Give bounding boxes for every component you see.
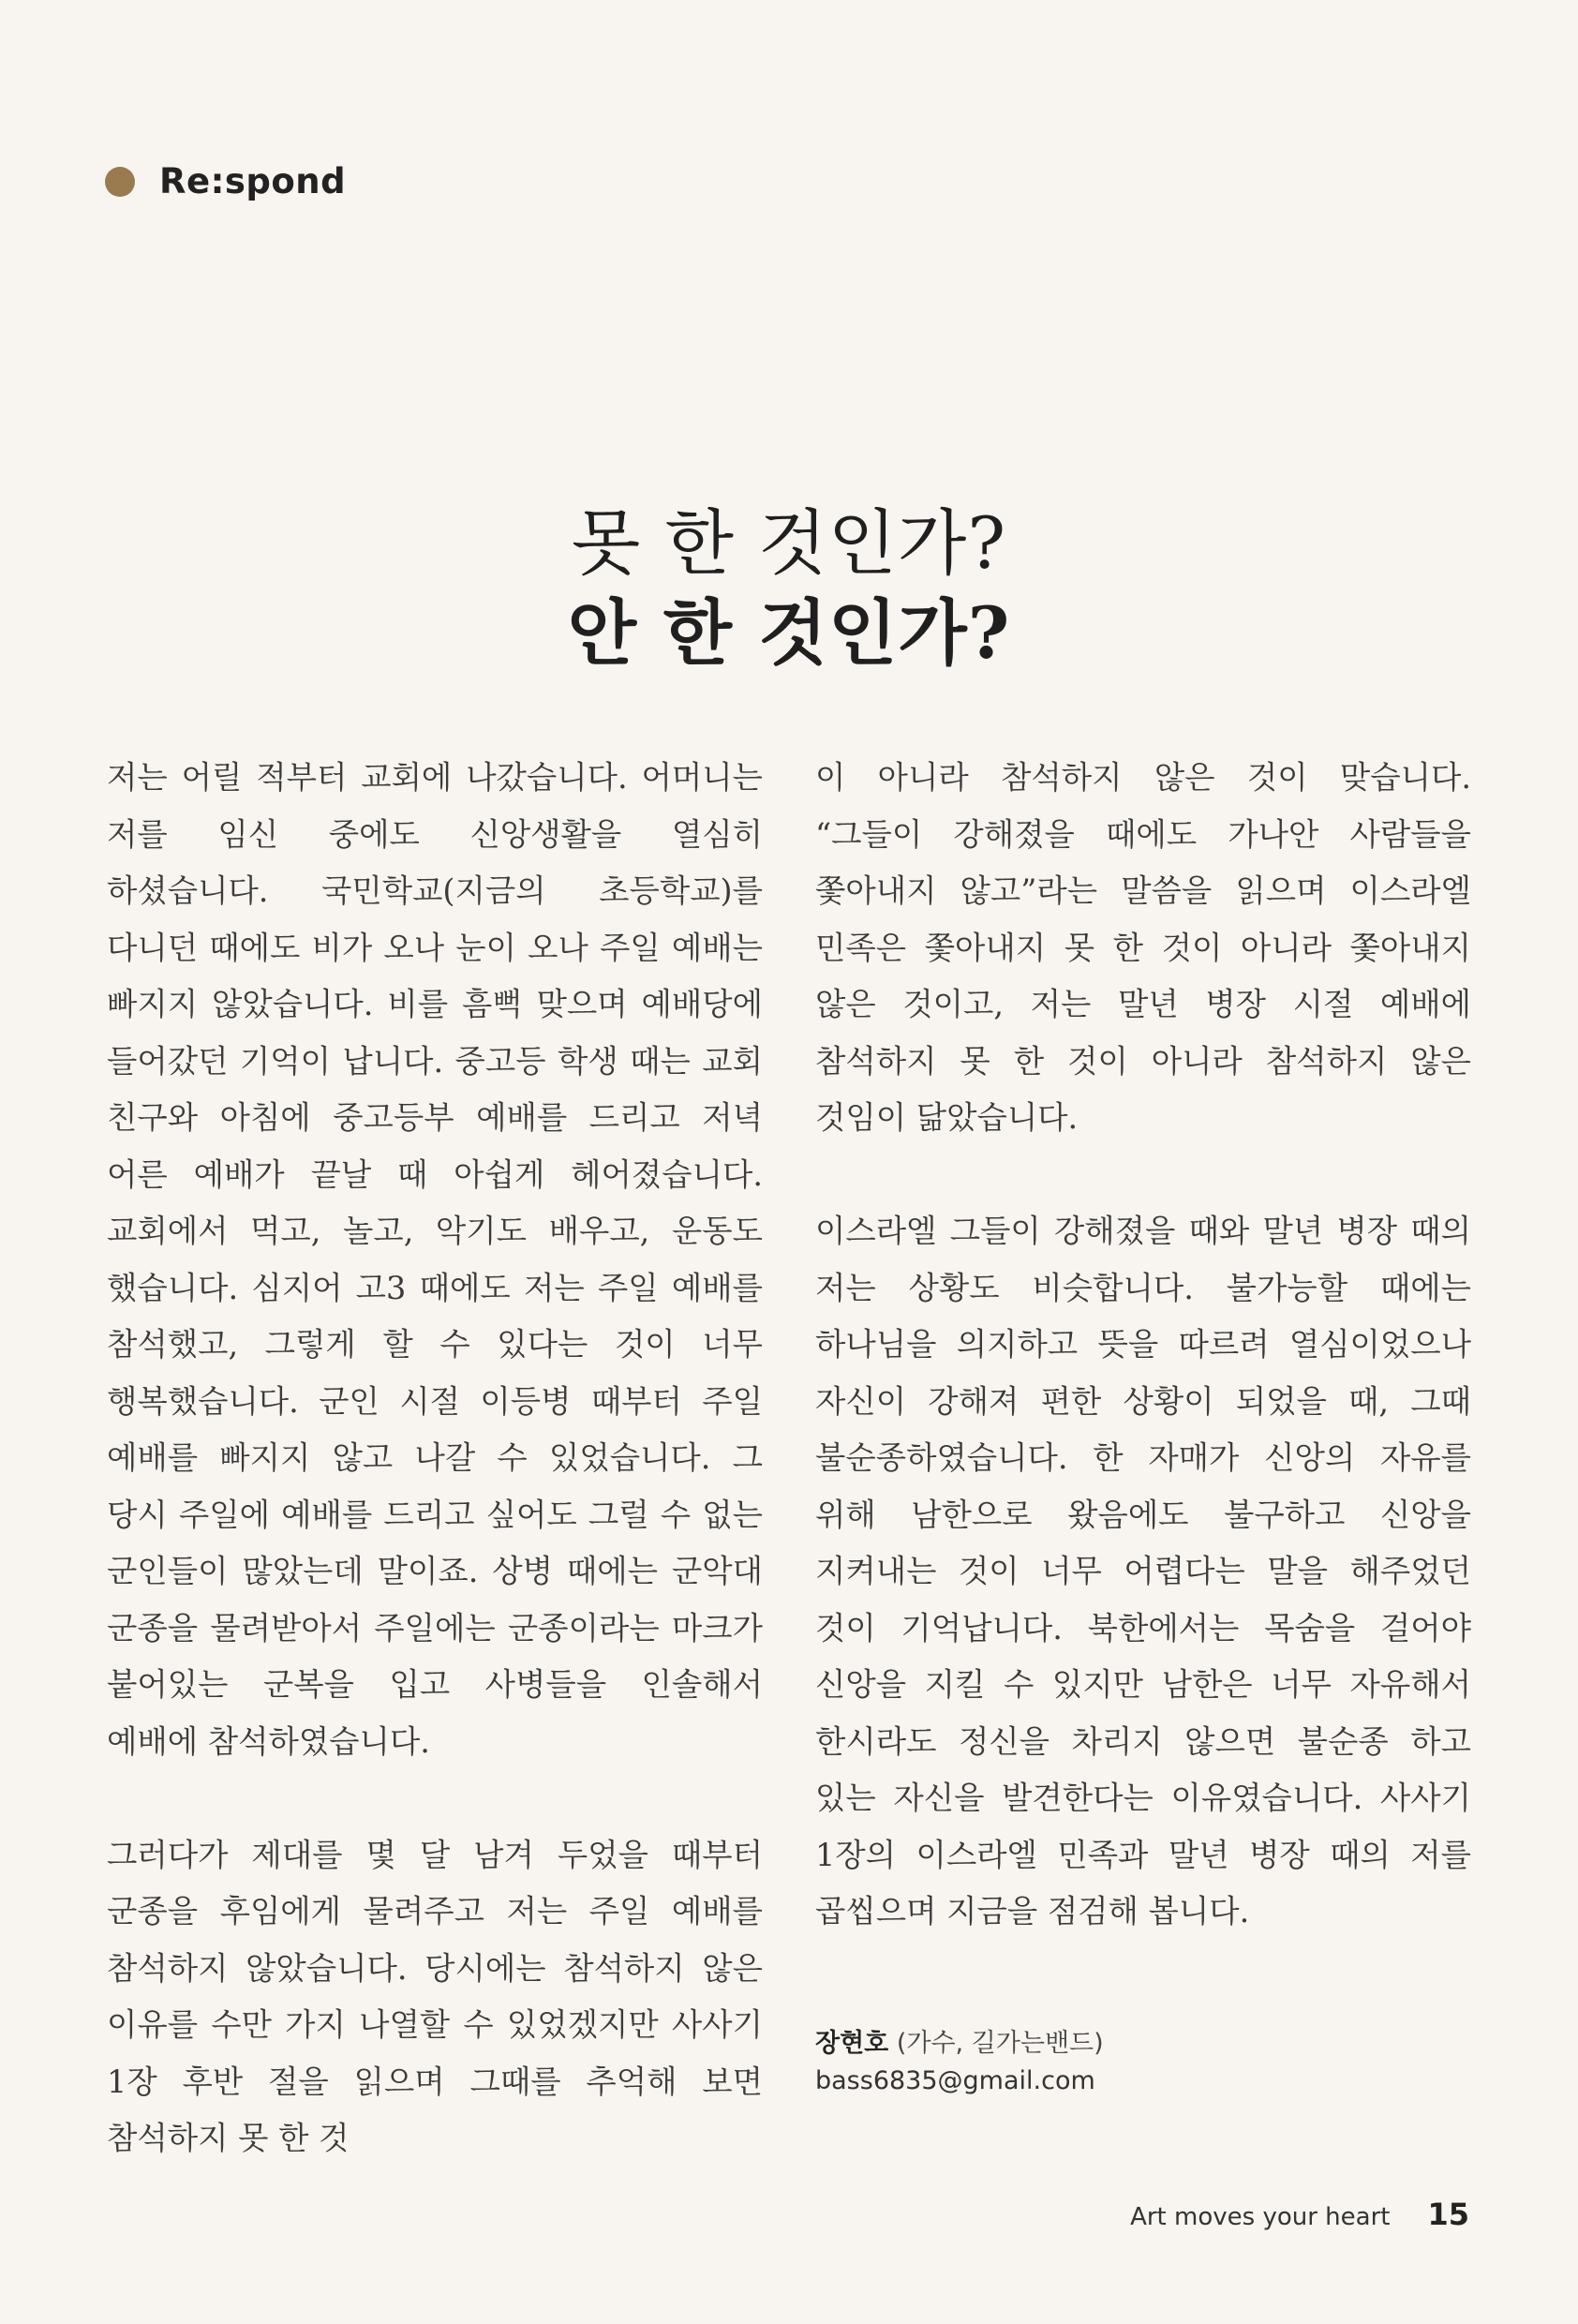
section-tag (105, 161, 346, 201)
page-number: 15 (1427, 2197, 1469, 2232)
author-line (815, 2025, 1471, 2063)
footer-tagline: Art moves your heart (1130, 2203, 1391, 2231)
author-email[interactable]: bass6835@gmail.com (815, 2065, 1095, 2095)
page-footer (1130, 2197, 1469, 2232)
article-title (0, 499, 1578, 678)
body-paragraph: 그러다가 제대를 몇 달 남겨 두었을 때부터 군종을 후임에게 물려주고 저는 주일 예배를 참석하지 않았습니다. 당시에는 참석하지 않은 이유를 수만 가지 나열할 수 있었겠지만 사사기 1장 후반 절을 읽으며 그때를 추억해 보면 참석하지 못 한 것 (107, 1836, 763, 2156)
author-name: 장현호 (815, 2028, 889, 2058)
section-dot-icon (105, 167, 135, 197)
author-block (815, 2025, 1471, 2100)
body-paragraph: 저는 어릴 적부터 교회에 나갔습니다. 어머니는 저를 임신 중에도 신앙생활을 열심히 하셨습니다. 국민학교(지금의 초등학교)를 다니던 때에도 비가 오나 눈이 오나 주일 예배는 빠지지 않았습니다. 비를 흠뻑 맞으며 예배당에 들어갔던 기억이 납니다. 중고등 학생 때는 교회 친구와 아침에 중고등부 예배를 드리고 저녁 어른 예배가 끝날 때 아쉽게 헤어졌습니다. 교회에서 먹고, 놀고, 악기도 배우고, 운동도 했습니다. 심지어 고3 때에도 저는 주일 예배를 참석했고, 그렇게 할 수 있다는 것이 너무 행복했습니다. 군인 시절 이등병 때부터 주일 예배를 빠지지 않고 나갈 수 있었습니다. 그 당시 주일에 예배를 드리고 싶어도 그럴 수 없는 군인들이 많았는데 말이죠. 상병 때에는 군악대 군종을 물려받아서 주일에는 군종이라는 마크가 붙어있는 군복을 입고 사병들을 인솔해서 예배에 참석하였습니다. (107, 759, 763, 1760)
section-label: Re:spond (159, 161, 347, 201)
body-paragraph: 이 아니라 참석하지 않은 것이 맞습니다. “그들이 강해졌을 때에도 가나안 사람들을 쫓아내지 않고”라는 말씀을 읽으며 이스라엘 민족은 쫓아내지 못 한 것이 아니라 쫓아내지 않은 것이고, 저는 말년 병장 시절 예배에 참석하지 못 한 것이 아니라 참석하지 않은 것임이 닮았습니다. (815, 759, 1471, 1136)
author-role: (가수, 길가는밴드) (888, 2028, 1104, 2058)
body-paragraph: 이스라엘 그들이 강해졌을 때와 말년 병장 때의 저는 상황도 비슷합니다. 불가능할 때에는 하나님을 의지하고 뜻을 따르려 열심이었으나 자신이 강해져 편한 상황이 되었을 때, 그때 불순종하였습니다. 한 자매가 신앙의 자유를 위해 남한으로 왔음에도 불구하고 신앙을 지켜내는 것이 너무 어렵다는 말을 해주었던 것이 기억납니다. 북한에서는 목숨을 걸어야 신앙을 지킬 수 있지만 남한은 너무 자유해서 한시라도 정신을 차리지 않으면 불순종 하고 있는 자신을 발견한다는 이유였습니다. 사사기 1장의 이스라엘 민족과 말년 병장 때의 저를 곱씹으며 지금을 점검해 봅니다. (815, 1213, 1471, 1929)
body-column-left (107, 750, 763, 2168)
title-line-1: 못 한 것인가? (571, 501, 1007, 585)
body-column-right (815, 750, 1471, 2100)
title-line-2: 안 한 것인가? (567, 591, 1011, 675)
